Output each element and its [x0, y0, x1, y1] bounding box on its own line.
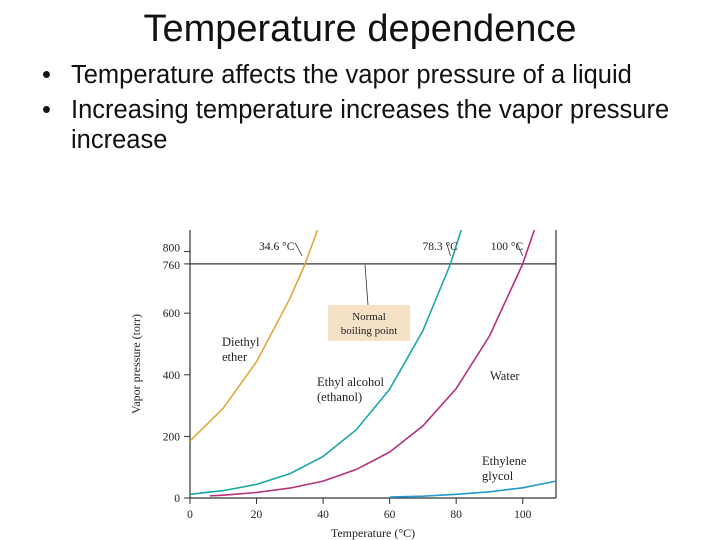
bullet-dot: • [42, 96, 51, 124]
x-tick-label: 80 [450, 509, 462, 521]
series-line [390, 481, 556, 497]
bullet-item [40, 95, 680, 155]
x-tick-label: 100 [514, 509, 532, 521]
slide-title: Temperature dependence [143, 8, 577, 50]
y-tick-label: 200 [162, 431, 180, 444]
bullet-item [40, 60, 680, 90]
series-label: Ethyl alcohol [317, 375, 384, 389]
series-label: glycol [482, 469, 514, 483]
y-tick-label: 760 [162, 259, 180, 272]
y-tick-label: 800 [162, 242, 180, 255]
annotation-text: boiling point [340, 325, 398, 337]
y-axis-title: Vapor pressure (torr) [129, 314, 143, 414]
boiling-point-label: 34.6 °C [259, 240, 295, 253]
boiling-point-label: 78.3 °C [422, 240, 458, 253]
vapor-pressure-chart [120, 220, 570, 540]
series-line [190, 220, 340, 441]
bullet-text: Increasing temperature increases the vapor pressure increase [71, 96, 670, 154]
series-label: Ethylene [482, 454, 527, 468]
y-tick-label: 600 [162, 308, 180, 321]
x-tick-label: 0 [187, 509, 193, 521]
annotation-text: Normal [352, 311, 386, 323]
boiling-point-label: 100 °C [490, 240, 524, 253]
series-label: Water [490, 369, 520, 383]
series-label: Diethyl [222, 335, 260, 349]
y-tick-label: 400 [162, 369, 180, 382]
leader-line [365, 265, 368, 305]
x-tick-label: 60 [383, 509, 396, 521]
bullet-text: Temperature affects the vapor pressure of a liquid [71, 61, 632, 89]
x-axis-title: Temperature (°C) [330, 526, 416, 540]
bullet-list [40, 60, 680, 160]
x-tick-label: 20 [250, 509, 263, 521]
leader-line [295, 243, 302, 256]
x-tick-label: 40 [317, 509, 329, 521]
bullet-dot: • [42, 61, 51, 89]
series-label: ether [222, 350, 247, 364]
series-label: (ethanol) [317, 390, 363, 404]
y-tick-label: 0 [174, 493, 180, 505]
